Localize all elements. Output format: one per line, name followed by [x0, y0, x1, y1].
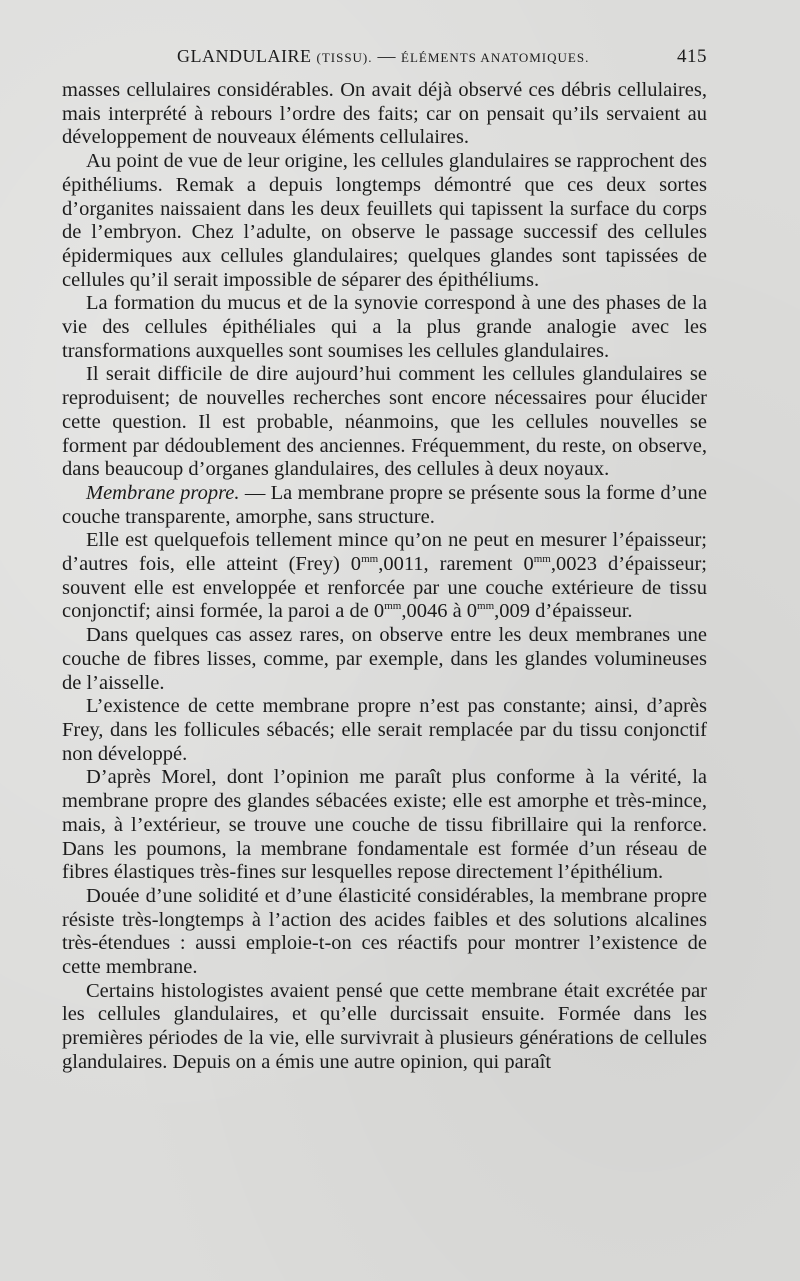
paragraph-histologists: Certains histologistes avaient pensé que cette membrane était excrétée par les cellules glandulaires, et qu’elle durcissait ensuite. Formée dans les premières périodes de la vie, elle survivrait à plusieurs générations de cellules glandulaires. Depuis on a émis une autre opinion, qui paraît	[62, 979, 707, 1073]
running-head-title	[177, 46, 589, 67]
running-head	[62, 40, 707, 70]
unit-sup-2: mm	[533, 553, 551, 566]
paragraph-mucus: La formation du mucus et de la synovie correspond à une des phases de la vie des cellules épithéliales qui a la plus grande analogie avec les transformations auxquelles sont soumises les cellules glandulaires.	[62, 292, 707, 362]
paragraph-membrane-propre	[62, 482, 707, 529]
section-lead-text: — La membrane propre se présente sous la forme d’une couche transparente, amorphe, sans structure.	[62, 481, 707, 528]
unit-sup-4: mm	[477, 600, 495, 613]
thickness-part-1: Elle est quelquefois tellement mince qu’on ne peut en mesurer l’épaisseur; d’autres fois, elle atteint (Frey) 0	[62, 529, 707, 576]
thickness-part-5: ,009 d’épaisseur.	[494, 600, 633, 623]
unit-sup-3: mm	[384, 600, 402, 613]
paragraph-morel: D’après Morel, dont l’opinion me paraît plus conforme à la vérité, la membrane propre des glandes sébacées existe; elle est amorphe et très-mince, mais, à l’extérieur, se trouve une couche de tissu fibrillaire qui la renforce. Dans les poumons, la membrane fondamentale est formée d’un réseau de fibres élastiques très-fines sur lesquelles repose directement l’épithélium.	[62, 766, 707, 884]
paragraph-reproduction: Il serait difficile de dire aujourd’hui comment les cellules glandulaires se reproduisent; de nouvelles recherches sont encore nécessaires pour élucider cette question. Il est probable, néanmoins, que les cellules nouvelles se forment par dédoublement des anciennes. Fréquemment, du reste, on observe, dans beaucoup d’organes glandulaires, des cellules à deux noyaux.	[62, 363, 707, 481]
page-number: 415	[677, 46, 707, 67]
head-title-paren: (TISSU).	[316, 50, 373, 65]
head-title-main: GLANDULAIRE	[177, 46, 312, 66]
thickness-part-2: ,0011, rarement 0	[378, 553, 534, 576]
paragraph-origin: Au point de vue de leur origine, les cellules glandulaires se rapprochent des épithéliums. Remak a depuis longtemps démontré que ces deux sortes d’organites naissaient dans les deux feuillets qui tapissent la surface du corps de l’embryon. Chez l’adulte, on observe le passage successif des cellules épidermiques aux cellules glandulaires; quelques glandes sont tapissées de cellules qu’il serait impossible de séparer des épithéliums.	[62, 150, 707, 291]
paragraph-solidity: Douée d’une solidité et d’une élasticité considérables, la membrane propre résiste très-longtemps à l’action des acides faibles et des solutions alcalines très-étendues : aussi emploie-t-on ces réactifs pour montrer l’existence de cette membrane.	[62, 884, 707, 979]
paragraph-continuation: masses cellulaires considérables. On avait déjà observé ces débris cellulaires, mais interprété à rebours l’ordre des faits; car on pensait qu’ils servaient au développement de nouveaux éléments cellulaires.	[62, 79, 707, 149]
paragraph-smooth-fibers: Dans quelques cas assez rares, on observe entre les deux membranes une couche de fibres lisses, comme, par exemple, dans les glandes volumineuses de l’aisselle.	[62, 624, 707, 694]
paragraph-existence: L’existence de cette membrane propre n’est pas constante; ainsi, d’après Frey, dans les follicules sébacés; elle serait remplacée par du tissu conjonctif non développé.	[62, 695, 707, 765]
section-lead: Membrane propre.	[86, 481, 240, 504]
thickness-part-3: ,0023 d’épaisseur; souvent elle est enveloppée et renforcée par une couche extérieure de tissu conjonctif; ainsi formée, la paroi a de 0	[62, 553, 707, 623]
thickness-part-4: ,0046 à 0	[401, 600, 478, 623]
book-page	[62, 40, 707, 1075]
head-title-section: ÉLÉMENTS ANATOMIQUES.	[401, 50, 590, 65]
head-title-dash: —	[377, 46, 397, 66]
body-text	[62, 79, 707, 1075]
paragraph-thickness	[62, 529, 707, 624]
unit-sup-1: mm	[361, 553, 379, 566]
